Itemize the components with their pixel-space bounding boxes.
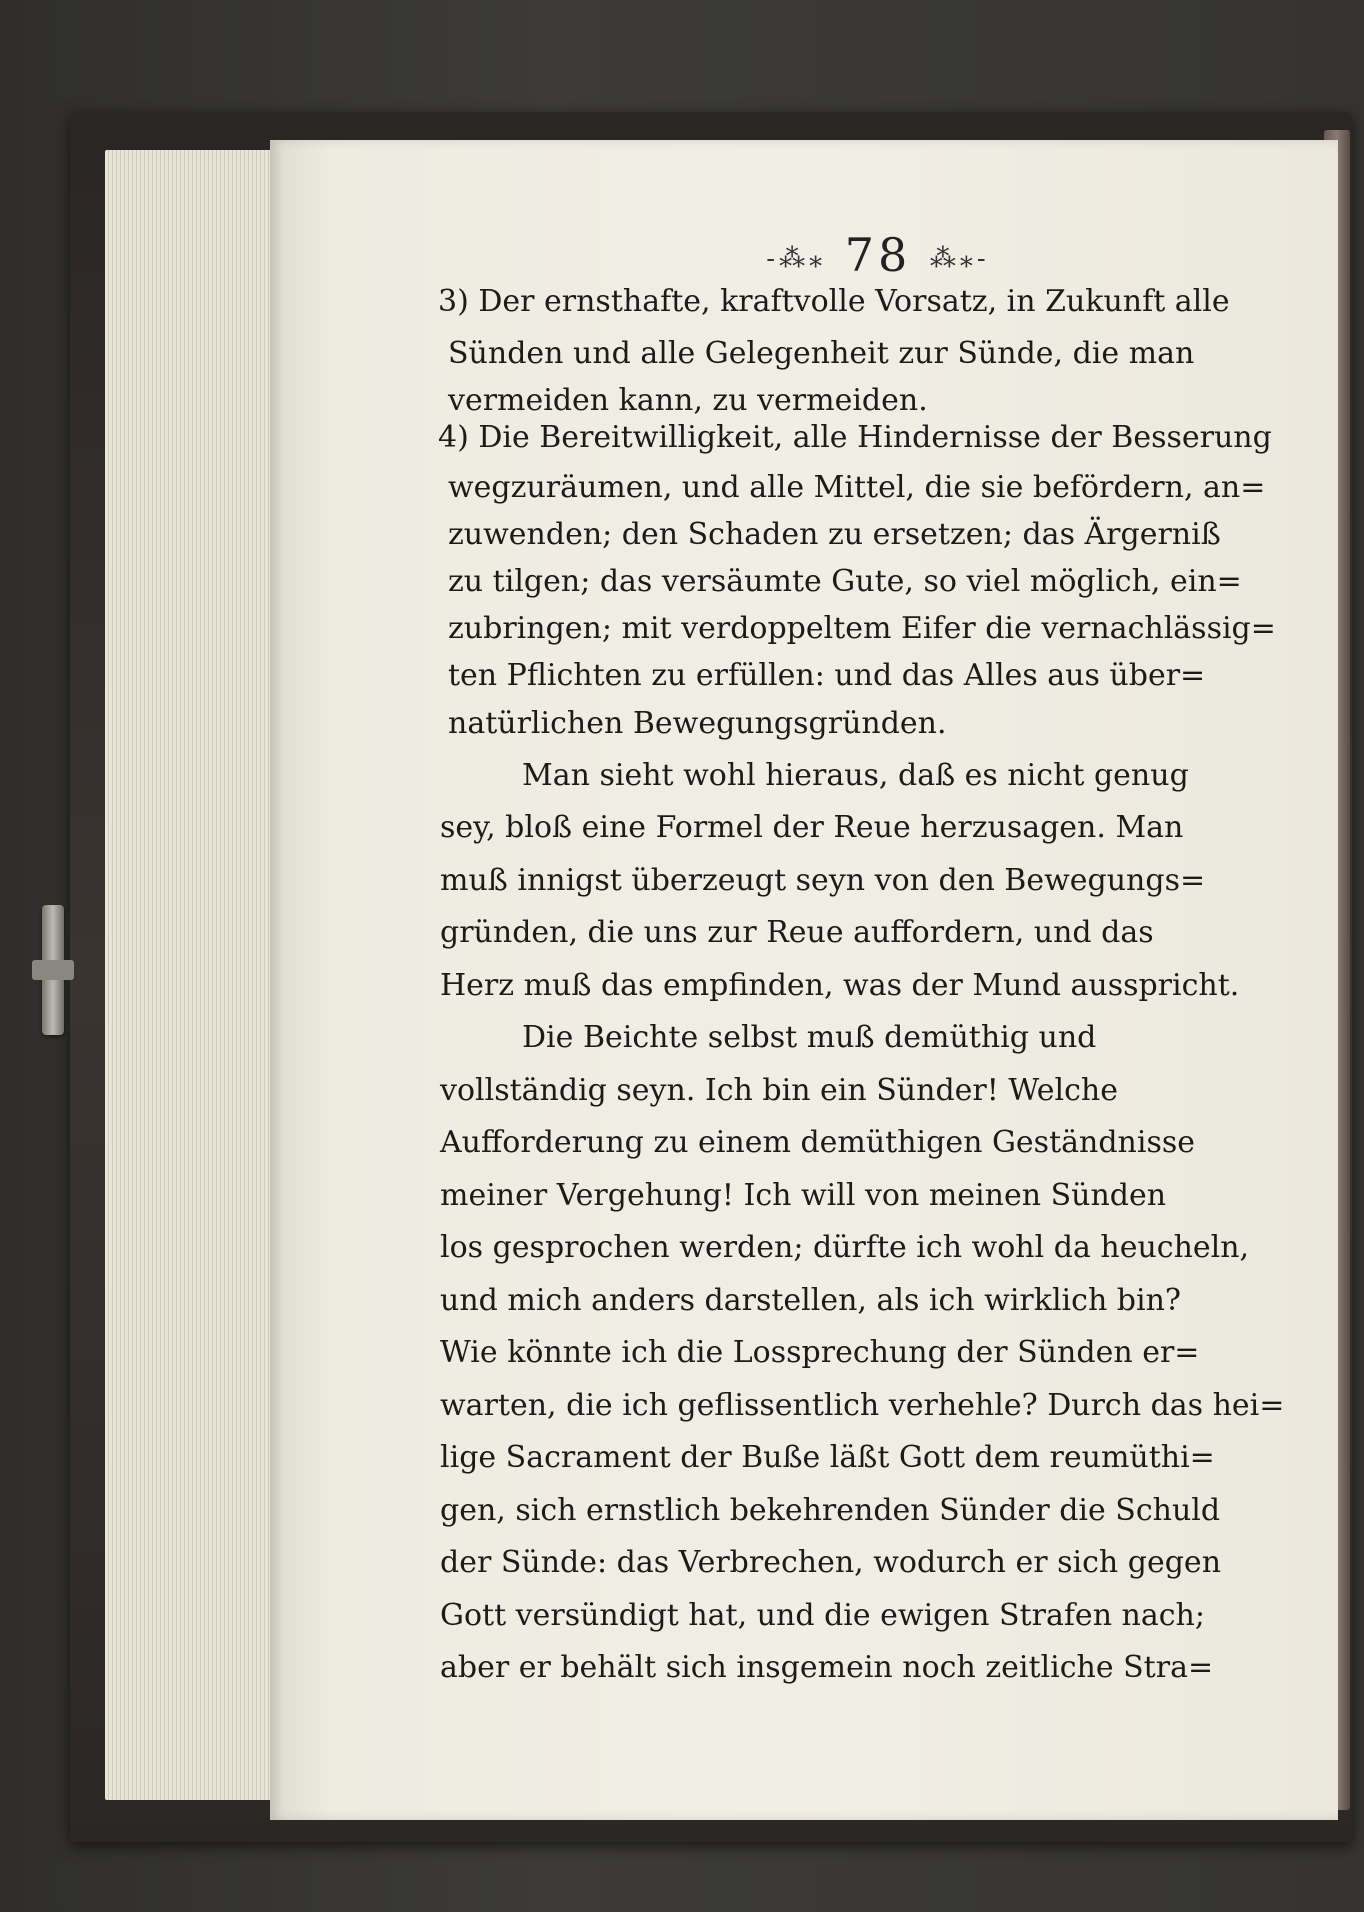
ornament-left-icon: -⁂⁎ — [766, 244, 827, 274]
text-line: 3) Der ernsthafte, kraftvolle Vorsatz, in Zukunft alle — [438, 284, 1230, 319]
text-line: gründen, die uns zur Reue auffordern, und das — [440, 915, 1154, 950]
text-line: aber er behält sich insgemein noch zeitliche Stra= — [440, 1650, 1214, 1685]
text-line: zubringen; mit verdoppeltem Eifer die vernachlässig= — [448, 611, 1276, 646]
text-line: sey, bloß eine Formel der Reue herzusagen. Man — [440, 810, 1184, 845]
text-line: natürlichen Bewegungsgründen. — [448, 706, 947, 741]
page-stack-edges — [105, 150, 285, 1800]
text-line: gen, sich ernstlich bekehrenden Sünder die Schuld — [440, 1493, 1221, 1528]
text-line: meiner Vergehung! Ich will von meinen Sünden — [440, 1178, 1167, 1213]
text-line: los gesprochen werden; dürfte ich wohl da heucheln, — [440, 1230, 1250, 1265]
text-line: 4) Die Bereitwilligkeit, alle Hindernisse der Besserung — [438, 420, 1272, 455]
text-line: Herz muß das empfinden, was der Mund ausspricht. — [440, 968, 1240, 1003]
ornament-right-icon: ⁂⁎- — [929, 244, 990, 274]
text-line: vollständig seyn. Ich bin ein Sünder! Welche — [440, 1073, 1118, 1108]
text-line: Die Beichte selbst muß demüthig und — [522, 1020, 1097, 1055]
text-line: der Sünde: das Verbrechen, wodurch er sich gegen — [440, 1545, 1222, 1580]
text-line: Gott versündigt hat, und die ewigen Strafen nach; — [440, 1598, 1205, 1633]
text-line: wegzuräumen, und alle Mittel, die sie befördern, an= — [448, 470, 1266, 505]
text-line: Sünden und alle Gelegenheit zur Sünde, die man — [448, 336, 1195, 371]
text-line: lige Sacrament der Buße läßt Gott dem reumüthi= — [440, 1440, 1215, 1475]
text-line: vermeiden kann, zu vermeiden. — [448, 383, 928, 418]
text-line: Aufforderung zu einem demüthigen Geständnisse — [440, 1125, 1196, 1160]
text-line: warten, die ich geflissentlich verhehle? Durch das hei= — [440, 1388, 1285, 1423]
text-line: Wie könnte ich die Lossprechung der Sünden er= — [440, 1335, 1200, 1370]
text-line: Man sieht wohl hieraus, daß es nicht genug — [522, 758, 1189, 793]
text-line: muß innigst überzeugt seyn von den Bewegungs= — [440, 863, 1206, 898]
text-line: zuwenden; den Schaden zu ersetzen; das Ärgerniß — [448, 517, 1221, 552]
text-line: und mich anders darstellen, als ich wirklich bin? — [440, 1283, 1182, 1318]
page-number: 78 — [844, 228, 912, 282]
text-line: zu tilgen; das versäumte Gute, so viel möglich, ein= — [448, 564, 1242, 599]
book-clasp — [42, 905, 64, 1035]
text-line: ten Pflichten zu erfüllen: und das Alles aus über= — [448, 658, 1206, 693]
page-header — [748, 228, 1008, 282]
